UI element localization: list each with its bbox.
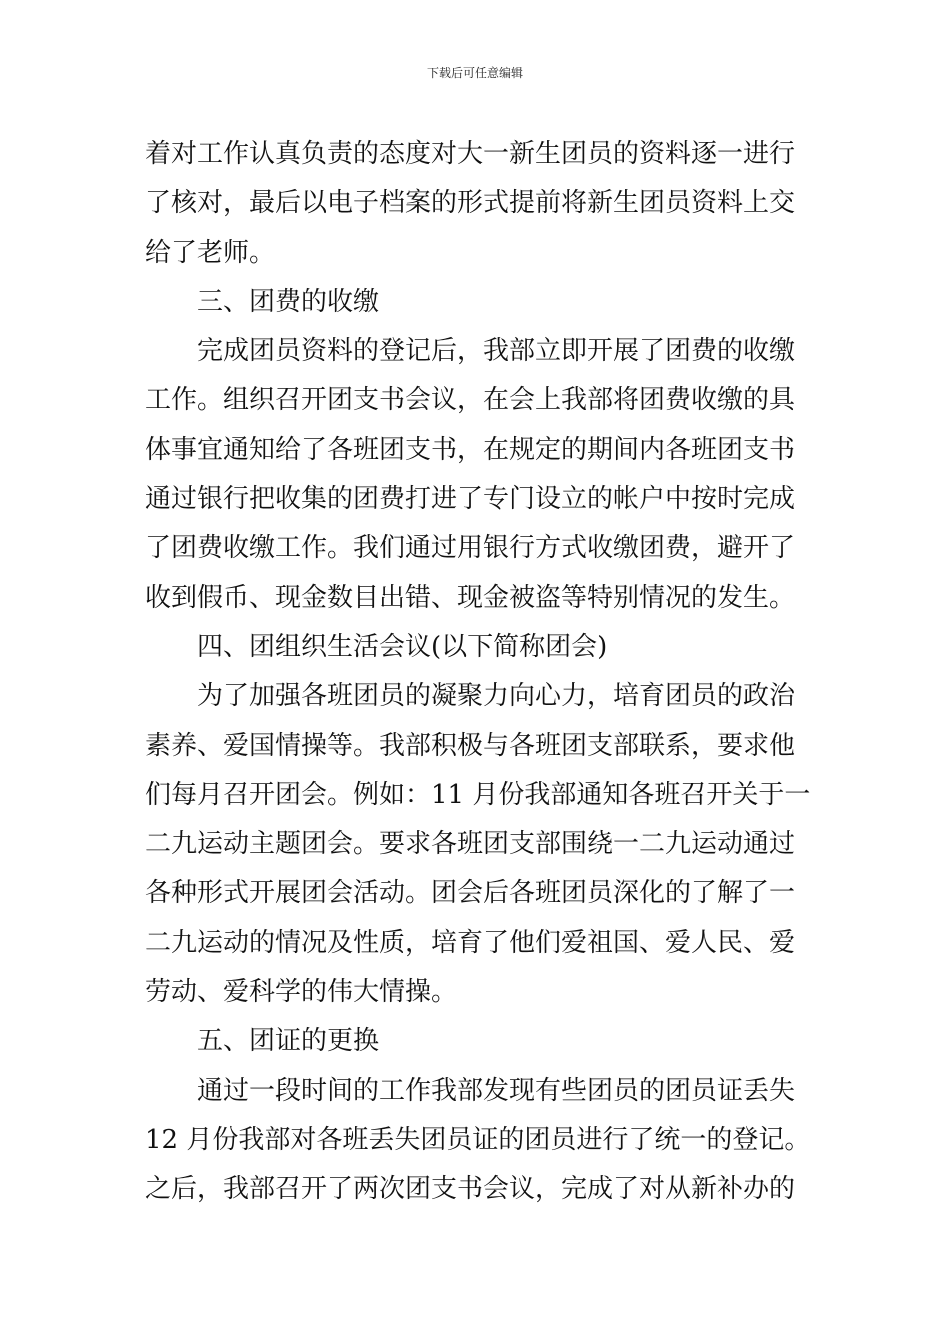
text-line: 之后，我部召开了两次团支书会议，完成了对从新补办的 (145, 1174, 796, 1205)
text-line: 着对工作认真负责的态度对大一新生团员的资料逐一进行 (145, 139, 796, 169)
text-line: 收到假币、现金数目出错、现金被盗等特别情况的发生。 (145, 582, 796, 613)
text-line: 素养、爱国情操等。我部积极与各班团支部联系，要求他 (145, 730, 796, 761)
document-body (145, 130, 810, 1215)
text-line: 了团费收缴工作。我们通过用银行方式收缴团费，避开了 (145, 533, 796, 564)
text-line: 通过银行把收集的团费打进了专门设立的帐户中按时完成 (145, 484, 796, 515)
section-heading: 四、团组织生活会议(以下简称团会) (197, 631, 608, 662)
text-line: 们每月召开团会。例如：11 月份我部通知各班召开关于一 (145, 779, 811, 810)
paragraph-start: 为了加强各班团员的凝聚力向心力，培育团员的政治 (197, 681, 796, 712)
text-line: 工作。组织召开团支书会议，在会上我部将团费收缴的具 (145, 385, 796, 416)
paragraph-start: 通过一段时间的工作我部发现有些团员的团员证丢失 (197, 1075, 796, 1106)
section-heading: 五、团证的更换 (197, 1026, 380, 1057)
section-heading: 三、团费的收缴 (197, 286, 380, 317)
text-line: 二九运动的情况及性质，培育了他们爱祖国、爱人民、爱 (145, 927, 796, 958)
paragraph-start: 完成团员资料的登记后，我部立即开展了团费的收缴 (197, 336, 796, 367)
text-line: 12 月份我部对各班丢失团员证的团员进行了统一的登记。 (145, 1124, 811, 1155)
text-line: 二九运动主题团会。要求各班团支部围绕一二九运动通过 (145, 829, 796, 860)
text-line: 体事宜通知给了各班团支书，在规定的期间内各班团支书 (145, 434, 796, 465)
text-line: 了核对，最后以电子档案的形式提前将新生团员资料上交 (145, 188, 796, 219)
text-line: 各种形式开展团会活动。团会后各班团员深化的了解了一 (145, 878, 796, 909)
page-header: 下载后可任意编辑 (426, 66, 523, 80)
text-line: 给了老师。 (145, 237, 276, 268)
text-line: 劳动、爱科学的伟大情操。 (145, 977, 458, 1008)
